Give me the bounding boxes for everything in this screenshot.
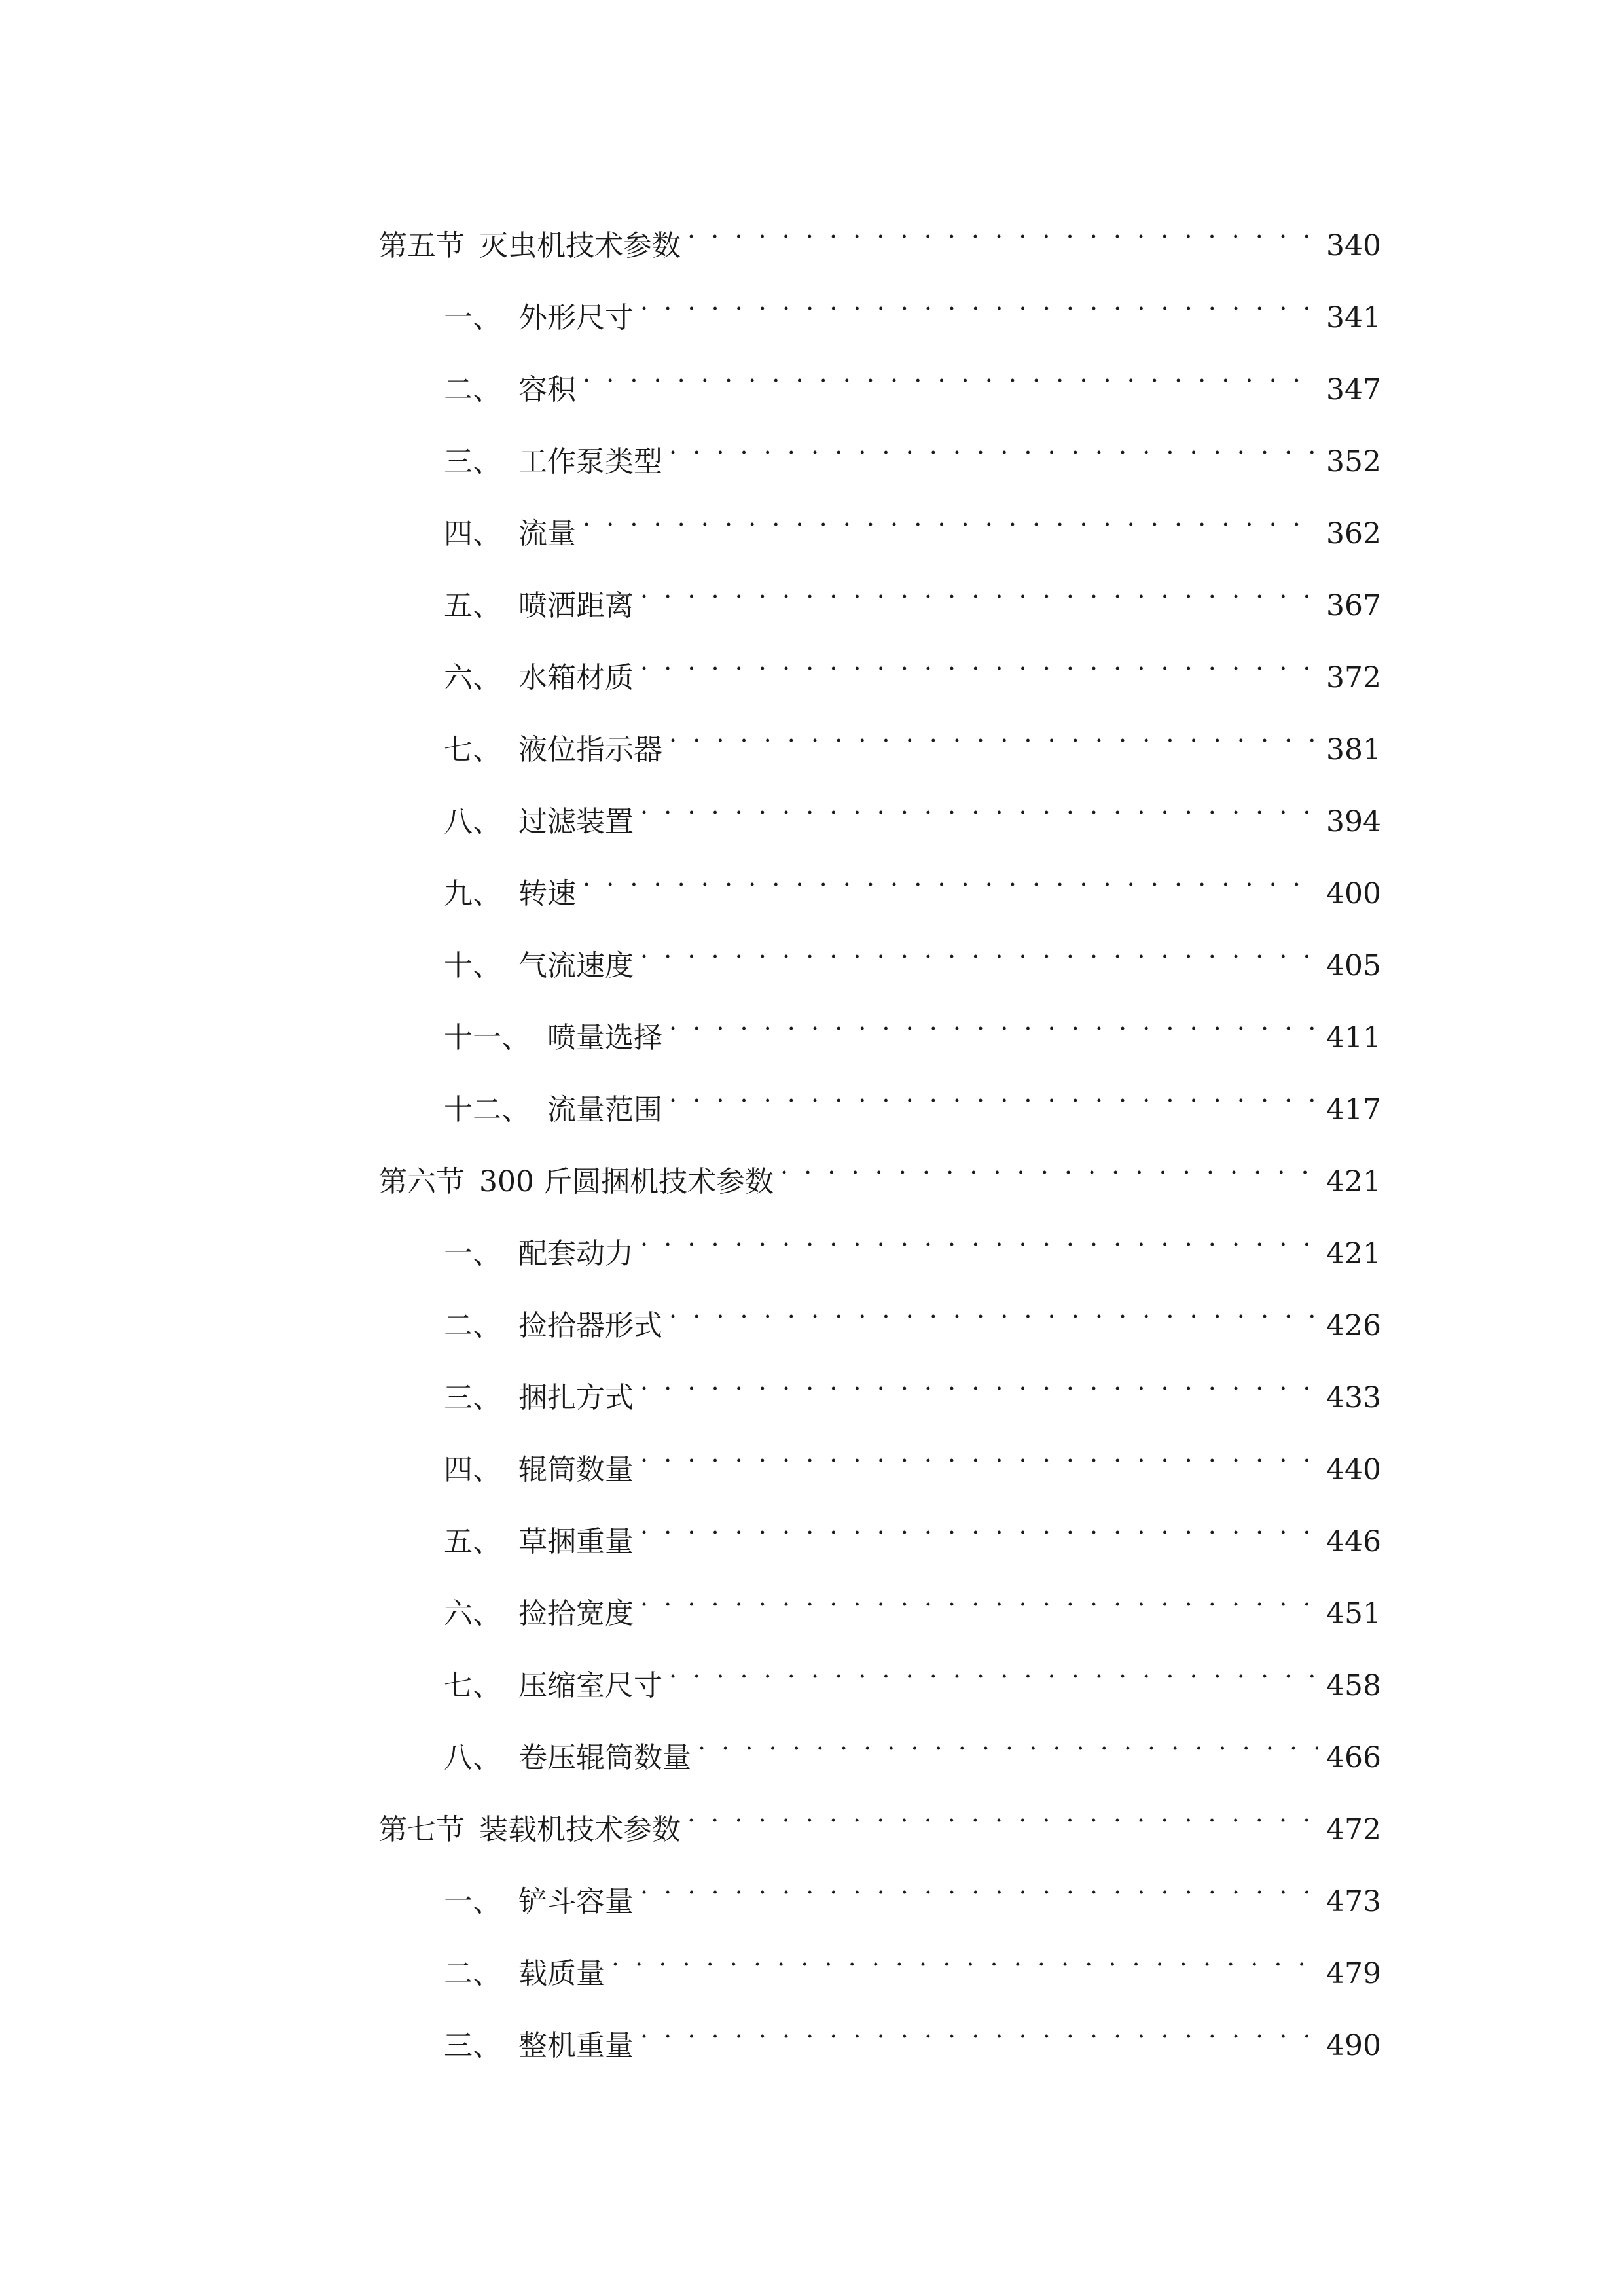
toc-entry-page: 400 [1326,877,1381,910]
toc-entry-page: 472 [1326,1813,1381,1846]
toc-entry[interactable] [378,203,1381,262]
dot-leader [687,203,1318,255]
toc-entry-number: 七、 [444,733,501,766]
toc-entry[interactable] [444,2003,1381,2062]
toc-entry-page: 466 [1326,1741,1381,1774]
toc-entry-page: 394 [1326,805,1381,838]
toc-entry-page: 362 [1326,517,1381,550]
toc-entry[interactable] [444,1355,1381,1414]
dot-leader [611,1931,1318,1983]
dot-leader [687,1787,1318,1839]
dot-leader [640,1859,1318,1911]
toc-entry-label: 辊筒数量 [518,1453,634,1486]
toc-entry-page: 340 [1326,229,1381,262]
toc-entry[interactable] [444,491,1381,550]
dot-leader [640,779,1318,831]
toc-entry-label: 流量范围 [547,1093,662,1126]
toc-entry-page: 381 [1326,733,1381,766]
dot-leader [669,419,1318,471]
toc-entry-number: 六、 [444,661,501,694]
toc-entry-number: 十一、 [444,1021,530,1054]
toc-entry-label: 水箱材质 [518,661,634,694]
toc-entry[interactable] [444,1643,1381,1702]
toc-entry[interactable] [444,1211,1381,1270]
toc-entry[interactable] [444,275,1381,334]
toc-entry-label: 流量 [518,517,576,550]
dot-leader [640,1499,1318,1551]
toc-entry[interactable] [444,1859,1381,1918]
toc-entry-page: 367 [1326,589,1381,622]
toc-entry-label: 装载机技术参数 [479,1813,681,1846]
toc-entry-number: 十、 [444,949,501,982]
dot-leader [640,275,1318,327]
toc-entry-page: 352 [1326,445,1381,478]
toc-entry-number: 一、 [444,1237,501,1270]
toc-entry[interactable] [444,1931,1381,1990]
toc-entry-number: 七、 [444,1669,501,1702]
dot-leader [669,1283,1318,1335]
toc-entry-number: 二、 [444,1957,501,1990]
toc-entry-page: 446 [1326,1525,1381,1558]
toc-entry-label: 气流速度 [518,949,634,982]
toc-entry-page: 341 [1326,301,1381,334]
dot-leader [640,563,1318,615]
toc-entry-label: 容积 [518,373,576,406]
toc-entry-label: 载质量 [518,1957,605,1990]
toc-entry-page: 421 [1326,1165,1381,1198]
toc-entry-number: 六、 [444,1597,501,1630]
toc-entry[interactable] [444,563,1381,622]
toc-entry-label: 配套动力 [518,1237,634,1270]
toc-entry-label: 捡拾器形式 [518,1309,662,1342]
toc-entry-number: 三、 [444,2029,501,2062]
dot-leader [640,1427,1318,1479]
dot-leader [669,707,1318,759]
dot-leader [780,1139,1318,1191]
toc-entry[interactable] [444,851,1381,910]
dot-leader [669,1067,1318,1119]
toc-entry-label: 草捆重量 [518,1525,634,1558]
toc-entry[interactable] [378,1139,1381,1198]
toc-entry-page: 426 [1326,1309,1381,1342]
toc-entry[interactable] [444,1499,1381,1558]
toc-entry-label: 转速 [518,877,576,910]
toc-entry[interactable] [444,1571,1381,1630]
toc-entry-number: 八、 [444,1741,501,1774]
dot-leader [640,1211,1318,1263]
toc-entry-number: 九、 [444,877,501,910]
toc-entry-label: 工作泵类型 [518,445,662,478]
toc-entry[interactable] [444,1067,1381,1126]
toc-entry-label: 300 斤圆捆机技术参数 [479,1165,774,1198]
toc-entry[interactable] [444,1427,1381,1486]
toc-entry-page: 421 [1326,1237,1381,1270]
dot-leader [640,923,1318,975]
toc-entry-label: 卷压辊筒数量 [518,1741,691,1774]
toc-entry-label: 捆扎方式 [518,1381,634,1414]
toc-entry-page: 479 [1326,1957,1381,1990]
toc-entry-page: 347 [1326,373,1381,406]
toc-entry-number: 四、 [444,517,501,550]
toc-entry-label: 压缩室尺寸 [518,1669,662,1702]
toc-entry-label: 灭虫机技术参数 [479,229,681,262]
toc-entry[interactable] [444,635,1381,694]
toc-entry-number: 五、 [444,1525,501,1558]
toc-entry-page: 417 [1326,1093,1381,1126]
toc-entry-label: 外形尺寸 [518,301,634,334]
toc-entry[interactable] [444,779,1381,838]
toc-entry-page: 411 [1326,1021,1381,1054]
toc-entry-label: 捡拾宽度 [518,1597,634,1630]
toc-entry-label: 喷洒距离 [518,589,634,622]
toc-entry[interactable] [444,1283,1381,1342]
toc-entry-label: 整机重量 [518,2029,634,2062]
toc-entry-page: 372 [1326,661,1381,694]
toc-entry-number: 第七节 [378,1813,465,1846]
toc-entry-number: 第六节 [378,1165,465,1198]
toc-entry-label: 过滤装置 [518,805,634,838]
toc-entry[interactable] [444,1715,1381,1774]
toc-entry-label: 液位指示器 [518,733,662,766]
dot-leader [669,1643,1318,1695]
toc-entry-number: 一、 [444,1885,501,1918]
toc-entry-page: 451 [1326,1597,1381,1630]
toc-entry[interactable] [378,1787,1381,1846]
dot-leader [640,2003,1318,2055]
toc-entry-page: 405 [1326,949,1381,982]
dot-leader [583,347,1318,399]
dot-leader [583,491,1318,543]
toc-entry-number: 第五节 [378,229,465,262]
dot-leader [640,1355,1318,1407]
dot-leader [583,851,1318,903]
toc-entry[interactable] [444,707,1381,766]
toc-entry-number: 二、 [444,373,501,406]
toc-entry[interactable] [444,995,1381,1054]
toc-entry-label: 铲斗容量 [518,1885,634,1918]
dot-leader [640,1571,1318,1623]
toc-entry-page: 473 [1326,1885,1381,1918]
toc-entry-number: 二、 [444,1309,501,1342]
toc-entry-number: 八、 [444,805,501,838]
toc-entry-number: 一、 [444,301,501,334]
toc-entry-number: 四、 [444,1453,501,1486]
toc-entry-label: 喷量选择 [547,1021,662,1054]
toc-entry[interactable] [444,347,1381,406]
toc-entry-number: 三、 [444,1381,501,1414]
dot-leader [640,635,1318,687]
toc-entry-number: 三、 [444,445,501,478]
toc-entry-page: 490 [1326,2029,1381,2062]
dot-leader [698,1715,1318,1767]
toc-entry-page: 440 [1326,1453,1381,1486]
dot-leader [669,995,1318,1047]
toc-entry-page: 458 [1326,1669,1381,1702]
toc-entry[interactable] [444,419,1381,478]
toc-entry-page: 433 [1326,1381,1381,1414]
toc-entry-number: 十二、 [444,1093,530,1126]
toc-entry[interactable] [444,923,1381,982]
toc-entry-number: 五、 [444,589,501,622]
